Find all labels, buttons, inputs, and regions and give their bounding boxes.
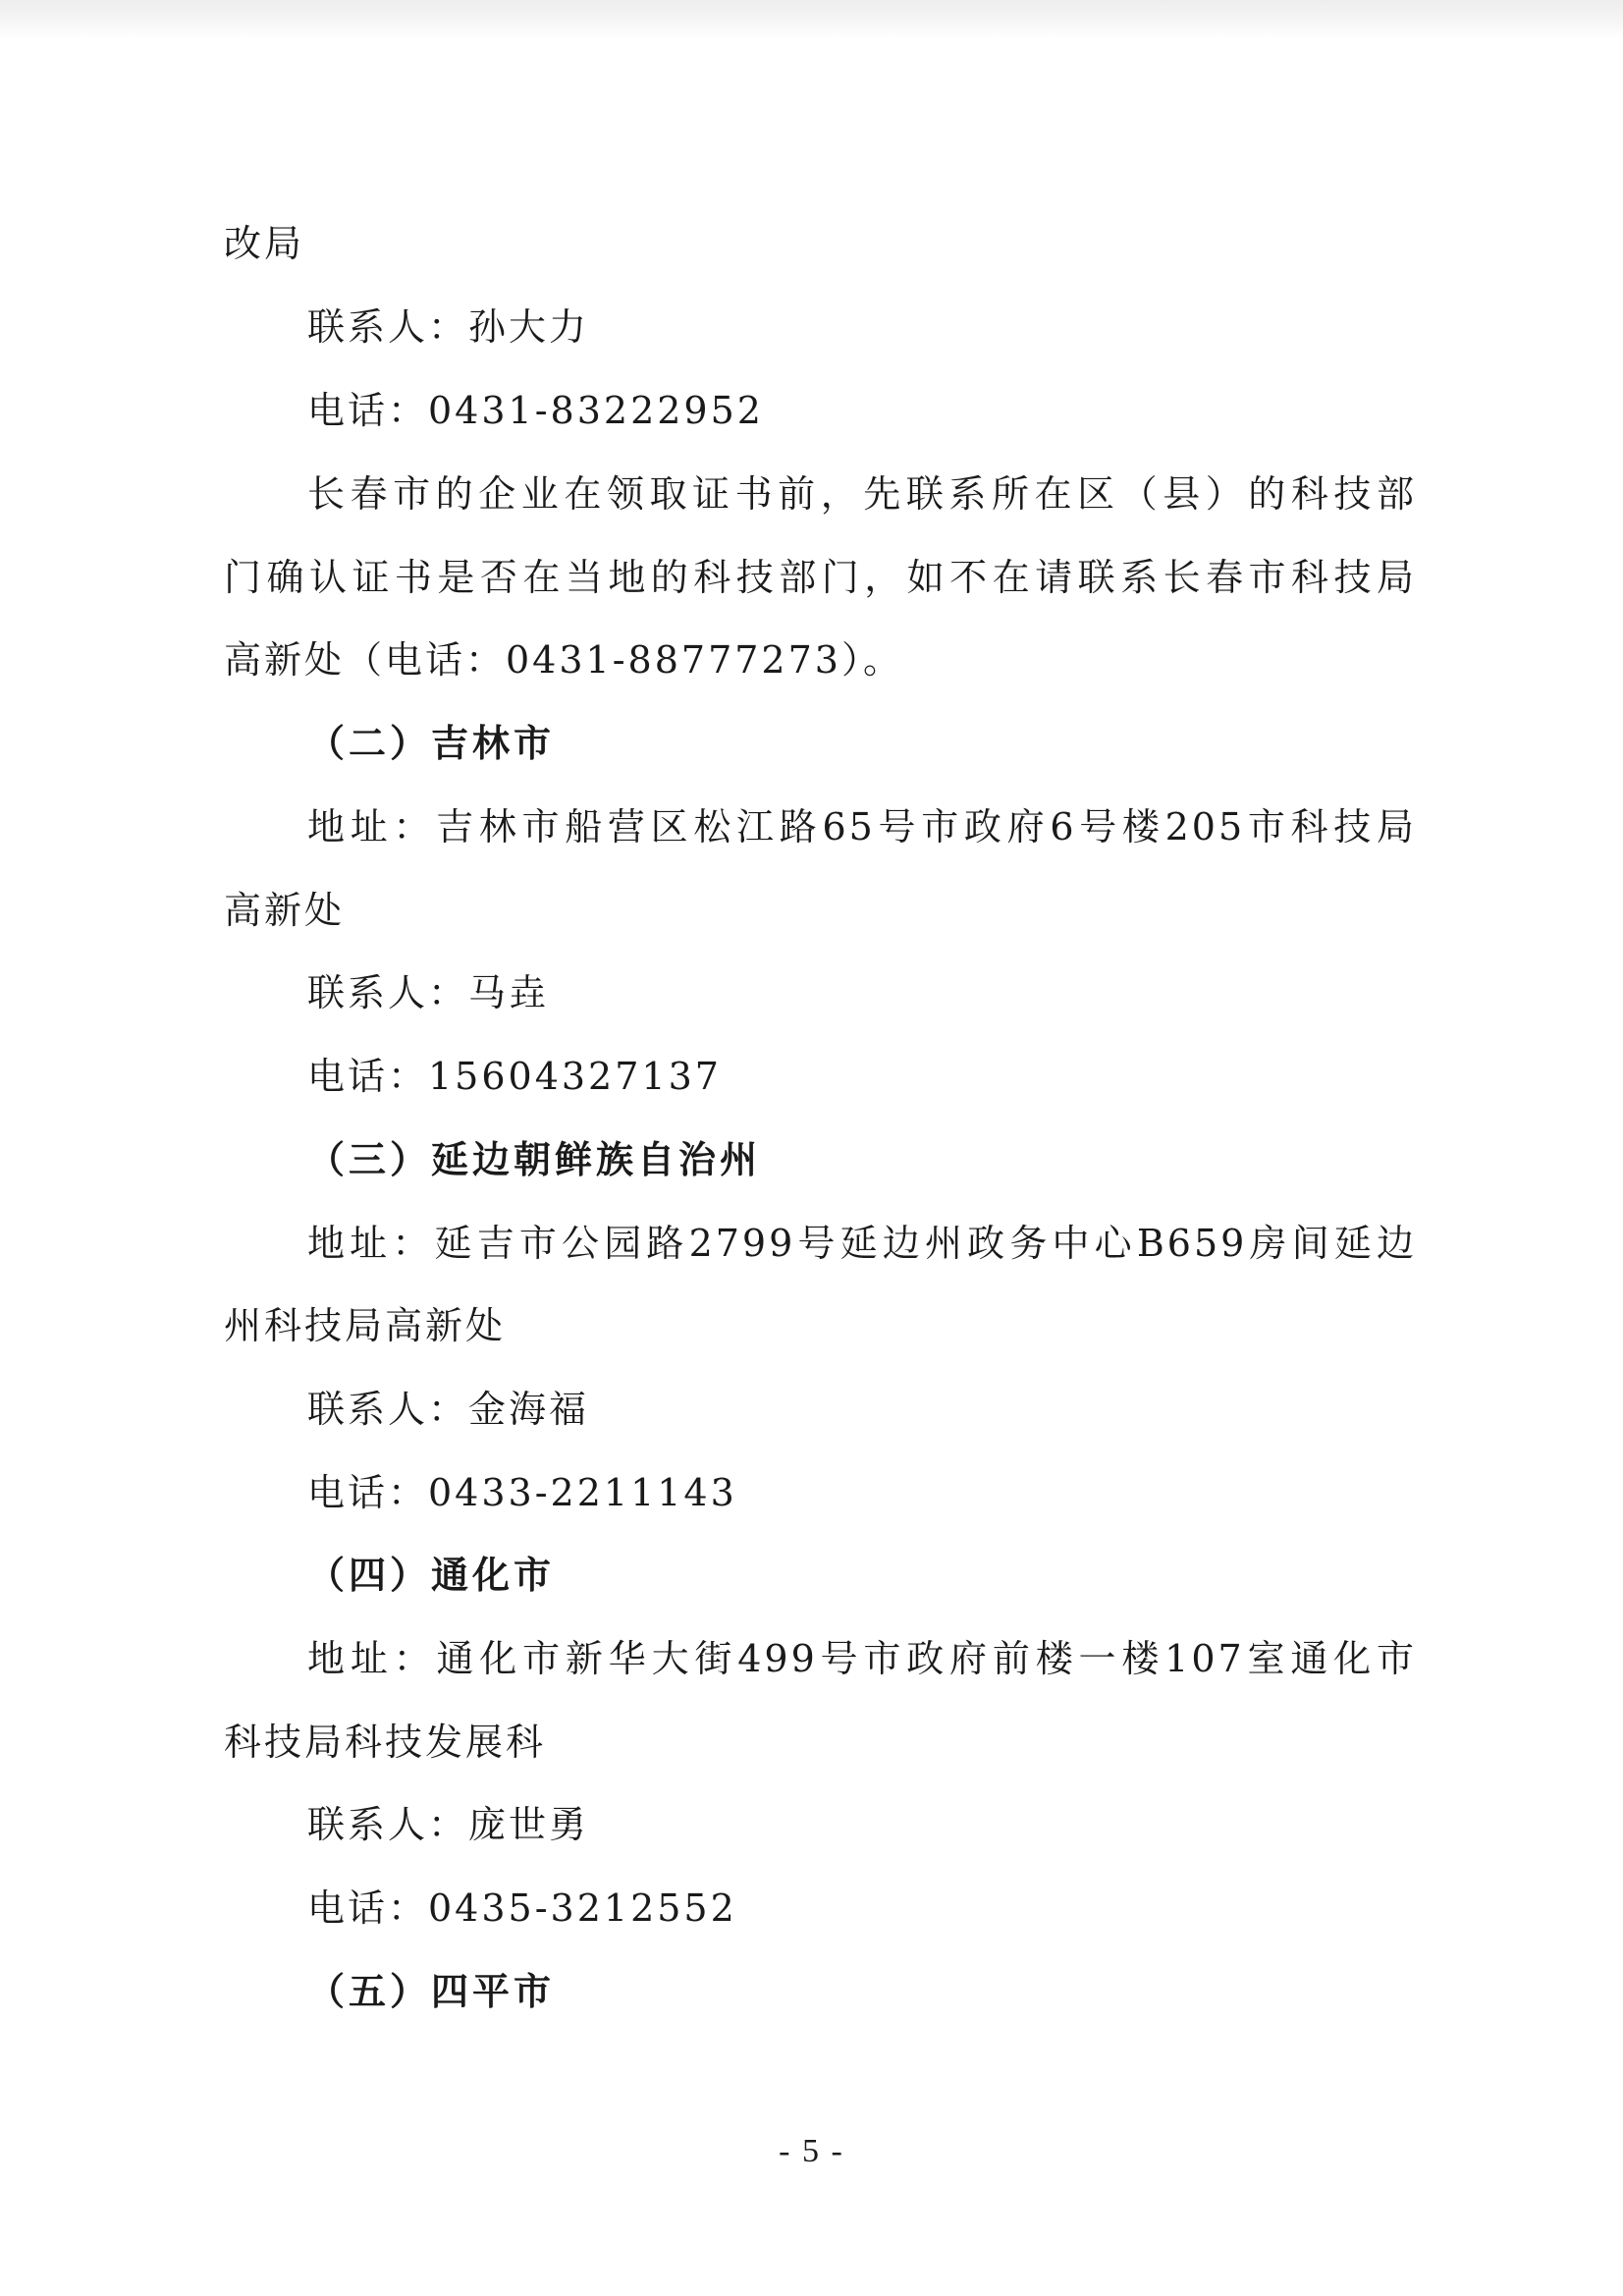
text-line-tonghua-address-2: 科技局科技发展科	[224, 1721, 547, 1764]
text-line-jilin-address-2: 高新处	[224, 889, 346, 932]
text-line-tonghua-address-1: 地址：通化市新华大街499号市政府前楼一楼107室通化市	[307, 1637, 1417, 1680]
text-line-jilin-address-1: 地址：吉林市船营区松江路65号市政府6号楼205市科技局	[307, 805, 1417, 848]
text-line-changchun-note-3: 高新处（电话：0431-88777273）。	[224, 638, 903, 682]
section-heading-siping: （五）四平市	[307, 1970, 556, 2013]
section-heading-yanbian: （三）延边朝鲜族自治州	[307, 1138, 762, 1181]
text-line-changchun-note-2: 门确认证书是否在当地的科技部门，如不在请联系长春市科技局	[224, 556, 1417, 599]
text-line-tonghua-contact: 联系人：庞世勇	[307, 1803, 590, 1846]
section-heading-jilin: （二）吉林市	[307, 722, 556, 765]
text-line-yanbian-address-2: 州科技局高新处	[224, 1304, 507, 1347]
text-line-jilin-phone: 电话：15604327137	[307, 1055, 722, 1098]
text-line-yanbian-contact: 联系人：金海福	[307, 1388, 590, 1431]
text-line-yanbian-address-1: 地址：延吉市公园路2799号延边州政务中心B659房间延边	[307, 1222, 1417, 1265]
text-line-changchun-phone: 电话：0431-83222952	[307, 389, 764, 432]
text-line-jilin-contact: 联系人：马垚	[307, 971, 550, 1014]
page-number: - 5 -	[779, 2133, 844, 2169]
text-line-changchun-note-1: 长春市的企业在领取证书前，先联系所在区（县）的科技部	[307, 472, 1417, 516]
section-heading-tonghua: （四）通化市	[307, 1554, 556, 1597]
text-line-changchun-dept-cont: 改局	[224, 222, 305, 265]
text-line-changchun-contact: 联系人：孙大力	[307, 305, 590, 349]
text-line-yanbian-phone: 电话：0433-2211143	[307, 1471, 737, 1514]
text-line-tonghua-phone: 电话：0435-3212552	[307, 1886, 737, 1930]
